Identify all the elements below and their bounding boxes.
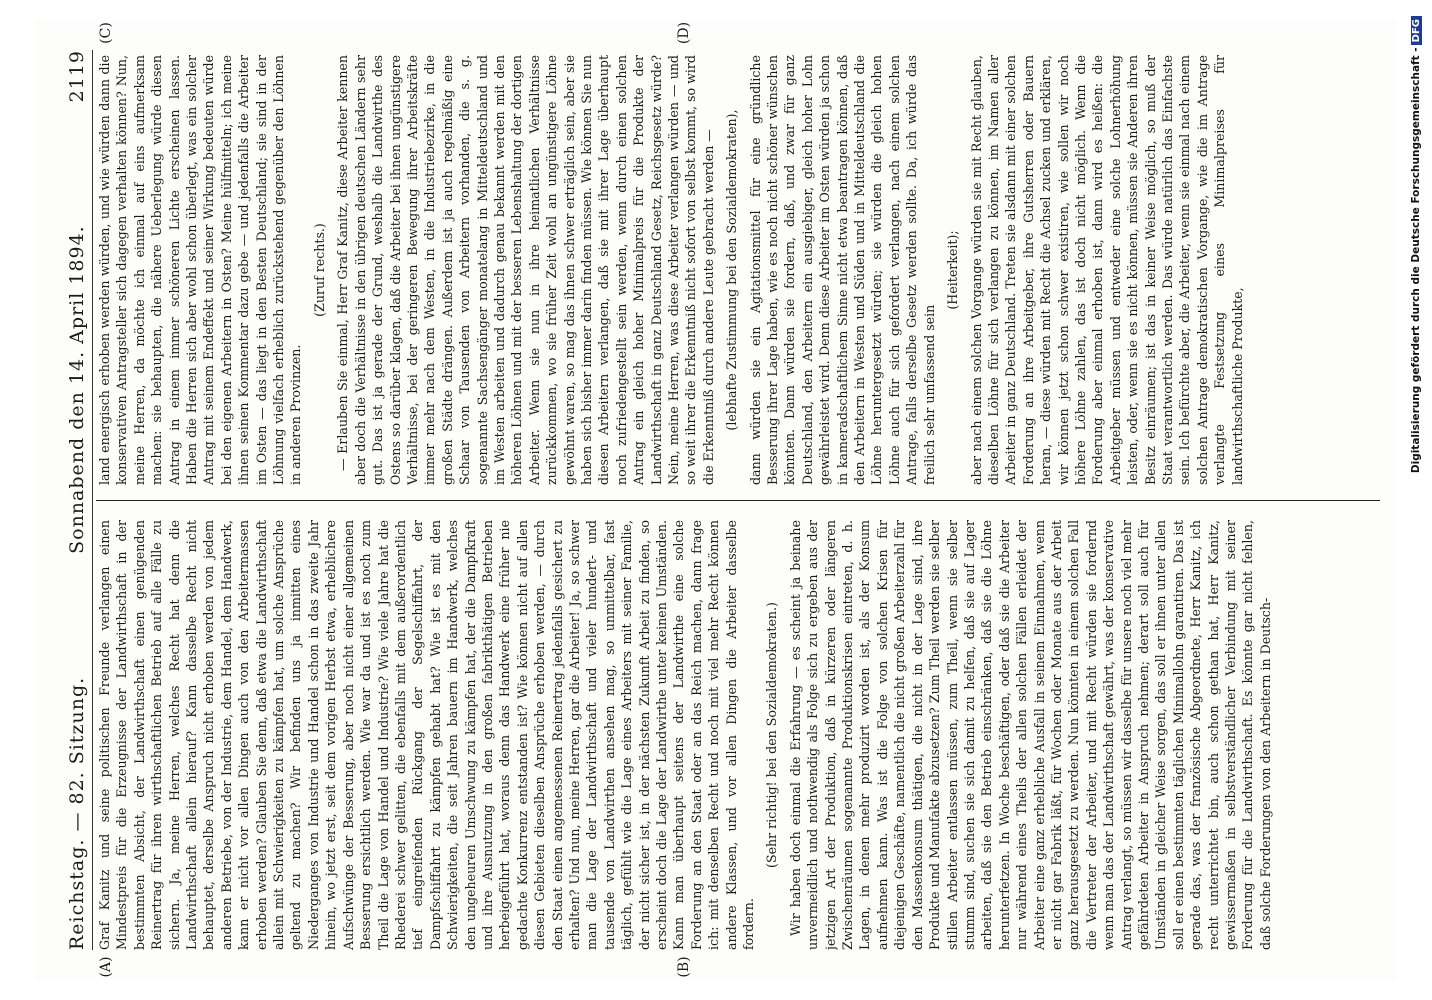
interjection: (lebhafte Zustimmung bei den Sozialdemokraten), <box>724 109 740 431</box>
column-divider <box>96 500 1380 501</box>
document-page <box>36 20 1396 980</box>
page-number: 2119 <box>66 50 88 103</box>
text-column-right <box>96 55 1380 485</box>
paragraph: aber nach einem solchen Vorgange würden sie mit Recht glauben, dieselben Löhne für sich verlangen zu können, im Namen aller Arbeiter in ganz Deutschland. Treten sie alsdann mit einer solchen Forderung an ihre Arbeitgeber, ihre Gutsherren oder Bauern heran, — diese würden mit Recht die Achsel zucken und erklären, wir können jetzt schon schwer existiren, wie sollen wir noch höhere Löhne zahlen, das ist doch nicht möglich. Wenn die Forderung aber einmal erhoben ist, dann wird es heißen: die Arbeitgeber müssen und entweder eine solche Lohnerhöhung leisten, oder, wenn sie es nicht können, müssen sie Anderen ihren Besitz einräumen; ist das in keiner Weise möglich, so muß der Staat verantwortlich werden. Das würde natürlich das Einfachste sein. Ich befürchte aber, die Arbeiter, wenn sie einmal nach einem solchen Antrage demokratischen Vorgange, wie die im Antrage verlangte Festsetzung eines Minimalpreises für landwirthschaftliche Produkte, <box>968 55 1245 485</box>
header-session: Reichstag. — 82. Sitzung. <box>66 676 88 950</box>
page-header <box>54 50 93 950</box>
digitization-sidebar <box>1404 0 1428 1000</box>
header-date: Sonnabend den 14. April 1894. <box>66 225 88 554</box>
paragraph: Graf Kanitz und seine politischen Freunde verlangen einen Mindestpreis für die Erzeugnisse der Landwirthschaft in der bestimmten Absicht, der Landwirthschaft einen genügenden Reinertrag für ihren wirthschaftlichen Betrieb auf alle Fälle zu sichern. Ja, meine Herren, welches Recht hat denn die Landwirthschaft allein hierauf? Kann dasselbe Recht nicht behauptet, derselbe Anspruch nicht erhoben werden von jedem anderen Betriebe, von der Industrie, dem Handel, dem Handwerk, kann er nicht vor allen Dingen auch von den Arbeitermassen erhoben werden? Glauben Sie denn, daß etwa die Landwirthschaft allein mit Schwierigkeiten zu kämpfen hat, um solche Ansprüche geltend zu machen? Wir befinden uns ja inmitten eines Niederganges von Industrie und Handel schon in das zweite Jahr hinein, wo jetzt erst, seit dem vorigen Herbst etwa, erheblichere Aufschwünge der Besserung, aber noch nicht einer allgemeinen Besserung ersichtlich werden. Wie war da und ist es noch zum Theil die Lage von Handel und Industrie? Wie viele Jahre hat die Rhederei schwer gelitten, die ebenfalls mit dem außerordentlich tief eingreifenden Rückgang der Segelschiffahrt, der Dampfschiffahrt zu kämpfen gehabt hat? Wie ist es mit den Schwierigkeiten, die seit Jahren bauern im Handwerk, welches den ungeheuren Umschwung zu kämpfen hat, der die Dampfkraft und ihre Ausnutzung in den großen fabrikthätigen Betrieben herbeigeführt hat, woraus denn das Handwerk eine früher nie gedachte Konkurrenz entstanden ist? Wie können nicht auf allen diesen Gebieten dieselben Ansprüche erhoben werden, — durch den Staat einen angemessenen Reinertrag jedenfalls gesichert zu erhalten? Und nun, meine Herren, gar die Arbeiter! Ja, so schwer man die Lage der Landwirthschaft und vieler hundert- und tausende von Landwirthen ansehen mag, so unmittelbar, fast täglich, gefühlt wie die Lage eines Arbeiters mit seiner Familie, der nicht sicher ist, in der nächsten Zukunft Arbeit zu finden, so erscheint doch die Lage der Landwirthe unter keinen Umständen. Kann man überhaupt seitens der Landwirthe eine solche Forderung an den Staat oder an das Reich machen, dann frage ich: mit denselben Recht und noch mit viel mehr Recht können andere Klassen, und vor allen Dingen die Arbeiter dasselbe fordern. <box>97 520 757 950</box>
digitization-credit <box>1410 16 1422 996</box>
margin-marker-b: (B) <box>676 956 692 978</box>
paragraph: land energisch erhoben werden würden, und wie würden dann die konservativen Antragsteller sich dagegen verhalten können? Nun, meine Herren, da möchte ich einmal auf eins aufmerksam machen: sie behaupten, die nähere Ueberlegung würde diesen Antrag in einem immer schöneren Lichte erscheinen lassen. Haben die Herren sich aber wohl schon überlegt, was ein solcher Antrag mit seinem Endeffekt und seiner Wirkung bedeuten würde bei den eigenen Arbeitern in Osten? Meine hülfmitteln; ich meine ihnen seinen Kommentar dazu gebe — und jedenfalls die Arbeiter im Osten — das liegt in den Besten Deutschland; sie sind in der Löhnung vielfach erheblich zurückstehend gegenüber den Löhnen in anderen Provinzen. <box>97 55 304 485</box>
interjection: (Heiterkeit); <box>945 230 961 310</box>
dfg-logo: DFG <box>1411 16 1422 45</box>
margin-marker-c: (C) <box>98 22 114 44</box>
paragraph: dann würden sie ein Agitationsmittel für eine gründliche Besserung ihrer Lage haben, wie es noch nicht schöner wünschen könnten. Dann würden sie fordern, daß, und zwar für ganz Deutschland, den Arbeitern ein ausgiebiger, gleich hoher Lohn gewährleistet wird. Denn diese Arbeiter im Osten würden ja schon in kameradschaftlichem Sinne nicht etwa beantragen können, daß den Arbeitern in Westen und Süden und in Mitteldeutschland die Löhne heruntergesetzt würden; sie würden die gleich hohen Löhne auch für sich gefordert verlangen, nach einem solchen Antrage, falls derselbe Gesetz werden sollte. Da, ich würde das freilich sehr umfassend sein <box>747 55 937 485</box>
paragraph: Wir haben doch einmal die Erfahrung — es scheint ja beinahe unvermeidlich und nothwendig als Folge sich zu ergeben aus der jetzigen Art der Produktion, daß in kürzeren oder längeren Zwischenräumen sogenannte Produktionskrisen eintreten, d. h. Lagen, in denen mehr produzirt worden ist, als der Konsum aufnehmen kann. Was ist die Folge von solchen Krisen für diejenigen Geschäfte, namentlich die nicht großen Arbeiterzahl für den Massenkonsum thätigen, die nicht in der Lage sind, ihre Produkte und Manufakte abzusetzen? Zum Theil werden sie selber stillen Arbeiter entlassen müssen, zum Theil, wenn sie selber stumm sind, suchen sie sich damit zu helfen, daß sie auf Lager arbeiten, daß sie den Betrieb einschränken, daß sie die Löhne herunterfetzen. In Woche beschäftigen, oder daß sie die Arbeiter nur während eines Theils der allen solchen Fällen erleidet der Arbeiter eine ganz erhebliche Ausfall in seinem Einnahmen, wenn er nicht gar Fabrik läßt, für Wochen oder Monate aus der Arbeit ganz herausgesetzt zu werden. Nun könnten in einem solchen Fall die Vertreter der Arbeiter, und mit Recht würden sie fordernd wenn man das der Landwirthschaft gewährt, was der konservative Antrag verlangt, so müssen wir dasselbe für unsere noch viel mehr gefährdeten Arbeiter in Anspruch nehmen; derart soll auch für Umständen in gleicher Weise sorgen, das soll er ihnen unter allen soll er einen bestimmten täglichen Minimallohn garantiren. Das ist gerade das, was der französische Abgeordnete, Herr Kanitz, ich recht unterrichtet bin, auch schon gethan hat, Herr Kanitz, gewissermaßen in selbstverständlicher Verbindung mit seiner Forderung für die Landwirthschaft. Es könnte gar nicht fehlen, daß solche Forderungen von den Arbeitern in Deutsch- <box>787 520 1273 950</box>
paragraph: — Erlauben Sie einmal, Herr Graf Kanitz, diese Arbeiter kennen aber doch die Verhältnisse in den übrigen deutschen Ländern sehr gut. Das ist ja gerade der Grund, weshalb die Landwirthe des Ostens so darüber klagen, daß die Arbeiter bei ihnen ungünstigere Verhältnisse, bei der geringeren Bewegung ihrer Arbeitskräfte immer mehr nach dem Westen, in die Industriebezirke, in die großen Städte drängen. Außerdem ist ja auch regelmäßig eine Schaar von Tausenden von Arbeitern vorhanden, die s. g. sogenannte Sachsengänger monatelang in Mitteldeutschland und im Westen arbeiten und dadurch genau bekannt werden mit den höheren Löhnen und mit der besseren Lebenshaltung der dortigen Arbeiter. Wenn sie nun in ihre heimatlichen Verhältnisse zurückkommen, wo sie früher Zeit wohl an ungünstigere Löhne gewöhnt waren, so mag das ihnen schwer erträglich sein, aber sie haben sich bisher immer darin finden müssen. Wie können Sie nun diesen Arbeitern verlangen, daß sie mit ihrer Lage überhaupt noch zufriedengestellt sein werden, wenn durch einen solchen Antrag ein gleich hoher Minimalpreis für die Produkte der Landwirthschaft in ganz Deutschland Gesetz, Reichsgesetz würde? Nein, meine Herren, was diese Arbeiter verlangen würden — und so weit ihrer die Erkenntniß nicht sofort von selbst kommt, so wird die Erkenntniß durch andere Leute gebracht werden — <box>335 55 716 485</box>
interjection: (Zuruf rechts.) <box>311 223 327 317</box>
text-column-left <box>96 520 1380 950</box>
credit-text: Digitalisierung gefördert durch die Deutsche Forschungsgemeinschaft - <box>1410 47 1422 474</box>
margin-marker-d: (D) <box>676 21 692 45</box>
interjection: (Sehr richtig! bei den Sozialdemokraten.) <box>764 602 780 868</box>
margin-marker-a: (A) <box>98 956 114 978</box>
